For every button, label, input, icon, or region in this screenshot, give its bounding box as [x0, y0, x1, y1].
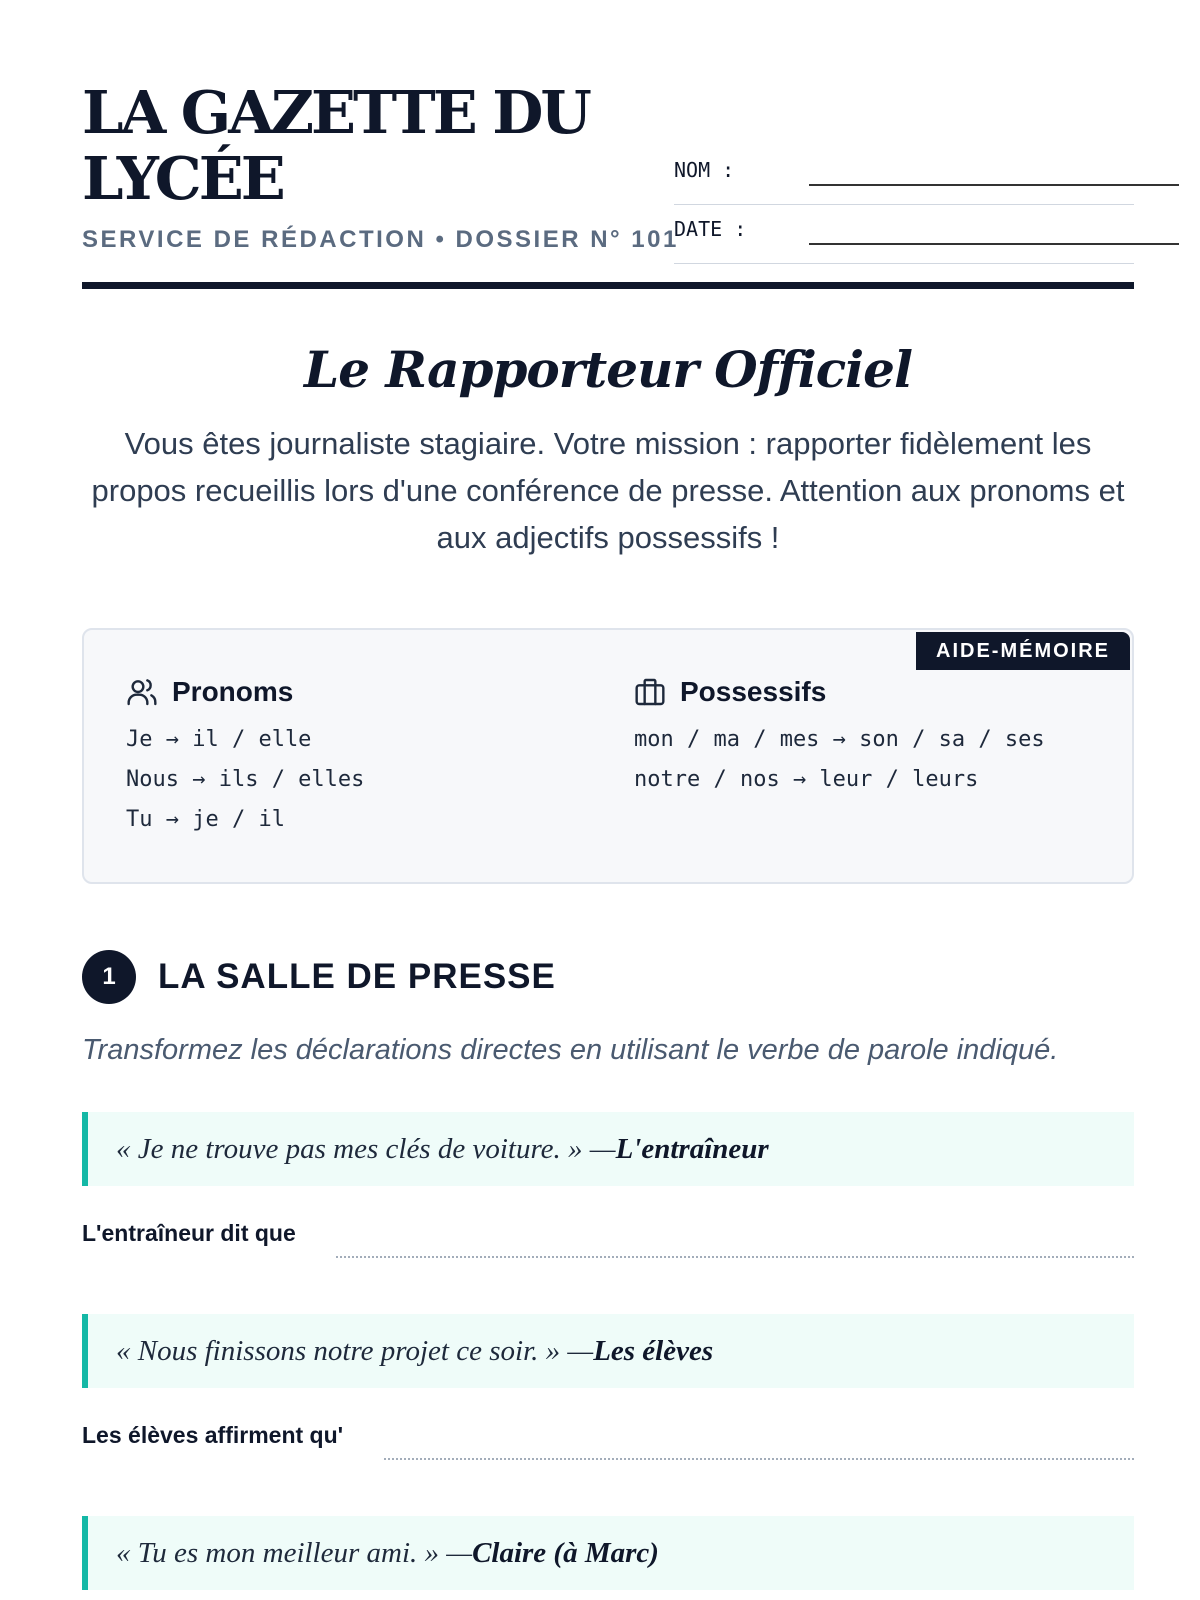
worksheet-headline: Le Rapporteur Officiel — [304, 340, 912, 399]
memo-possessive-rule: mon / ma / mes → son / sa / ses — [634, 727, 1045, 752]
date-field-line[interactable] — [809, 243, 1179, 245]
quote-block — [82, 1516, 1134, 1590]
memo-possessives — [634, 674, 1045, 800]
answer-line[interactable] — [384, 1458, 1134, 1460]
date-field-label: DATE : — [674, 217, 747, 241]
memo-possessives-header — [634, 674, 1045, 710]
name-field-line[interactable] — [809, 184, 1179, 186]
answer-prompt: L'entraîneur dit que — [82, 1220, 296, 1246]
answer-prompt: Les élèves affirment qu' — [82, 1422, 344, 1448]
quote-speaker: Claire (à Marc) — [472, 1536, 659, 1569]
section-header — [82, 950, 556, 1004]
memo-pronouns-title: Pronoms — [172, 676, 294, 707]
memo-pronoun-rule: Nous → ils / elles — [126, 767, 365, 792]
quote-block — [82, 1112, 1134, 1186]
section-title: LA SALLE DE PRESSE — [158, 957, 556, 996]
newspaper-subtitle: SERVICE DE RÉDACTION • DOSSIER N° 101 — [82, 226, 679, 253]
memo-badge: AIDE-MÉMOIRE — [916, 632, 1130, 670]
newspaper-title — [82, 80, 682, 212]
name-field[interactable] — [674, 150, 1134, 205]
memo-possessives-title: Possessifs — [680, 676, 827, 707]
student-fields — [674, 150, 1134, 268]
masthead — [82, 0, 1134, 290]
title-line-2: LYCÉE — [82, 144, 283, 213]
quote-text: « Nous finissons notre projet ce soir. » — — [116, 1334, 594, 1367]
name-field-label: NOM : — [674, 158, 735, 182]
users-icon — [126, 676, 158, 708]
memo-possessives-list — [634, 720, 1045, 800]
quote-speaker: Les élèves — [593, 1334, 714, 1367]
quote-text: « Tu es mon meilleur ami. » — — [116, 1536, 473, 1569]
memo-pronouns-list — [126, 720, 364, 840]
title-line-1: LA GAZETTE DU — [82, 78, 589, 147]
answer-line[interactable] — [336, 1256, 1134, 1258]
memo-pronoun-rule: Tu → je / il — [126, 807, 285, 832]
briefcase-icon — [634, 676, 666, 708]
memo-pronouns-header — [126, 674, 364, 710]
intro-text: Vous êtes journaliste stagiaire. Votre mission : rapporter fidèlement les propos recueillis lors d'une conférence de presse. Attention aux pronoms et aux adjectifs possessifs ! — [91, 426, 1125, 555]
memo-pronoun-rule: Je → il / elle — [126, 727, 312, 752]
quote-block — [82, 1314, 1134, 1388]
memo-pronouns — [126, 674, 364, 840]
answer-row — [82, 1220, 1134, 1260]
date-field[interactable] — [674, 209, 1134, 264]
worksheet-page — [82, 0, 1134, 1569]
quote-speaker: L'entraîneur — [615, 1132, 769, 1165]
memo-possessive-rule: notre / nos → leur / leurs — [634, 767, 979, 792]
header-divider — [82, 282, 1134, 289]
section-number-badge: 1 — [82, 950, 136, 1004]
answer-row — [82, 1422, 1134, 1462]
memo-box — [82, 628, 1134, 884]
section-instruction: Transformez les déclarations directes en utilisant le verbe de parole indiqué. — [82, 1034, 1059, 1066]
quote-text: « Je ne trouve pas mes clés de voiture. » — — [116, 1132, 616, 1165]
